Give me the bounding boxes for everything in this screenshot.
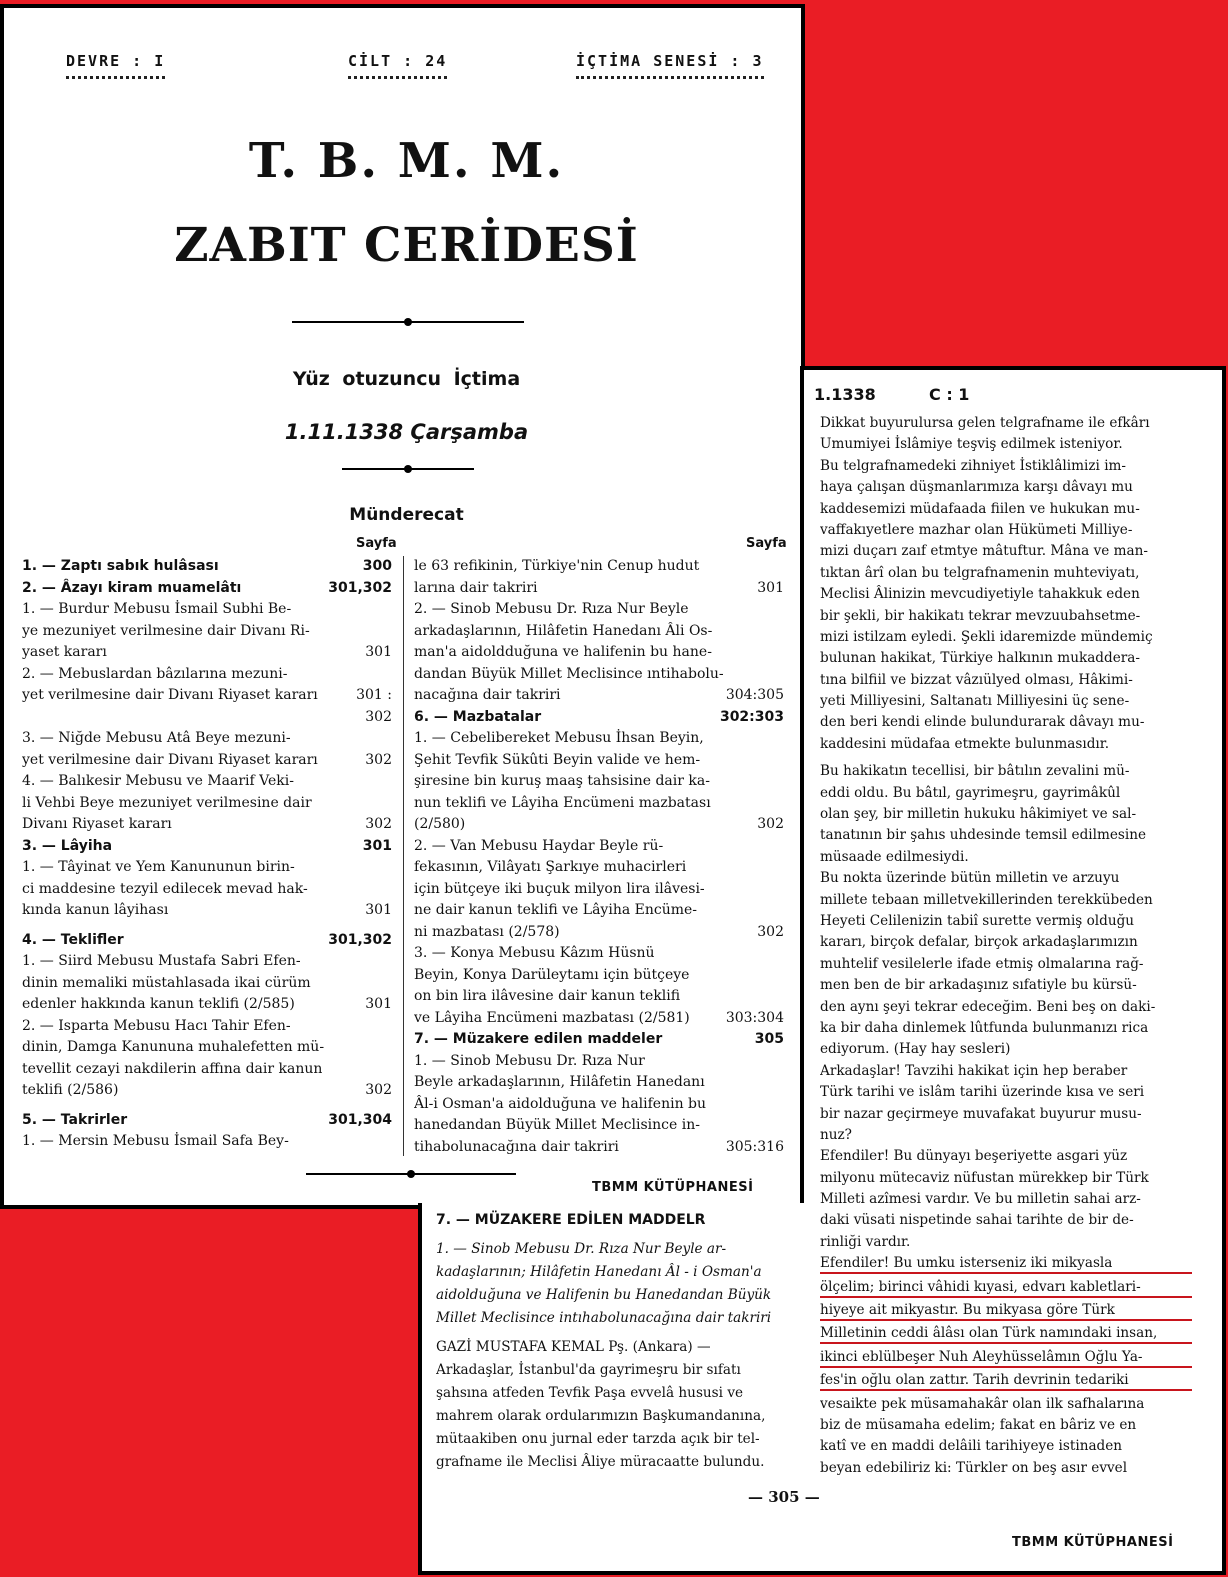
- column-separator: [403, 556, 404, 1156]
- contents-text: Beyle arkadaşlarının, Hilâfetin Hanedanı: [414, 1074, 705, 1090]
- contents-line: [22, 664, 392, 686]
- contents-text: 1. — Cebelibereket Mebusu İhsan Beyin,: [414, 730, 704, 746]
- contents-line: [22, 951, 392, 973]
- page-ref: 305: [754, 1031, 784, 1047]
- text-line: millete tebaan milletvekillerinden terekkübeden: [820, 891, 1153, 908]
- contents-line: [414, 771, 784, 793]
- ornament-divider: [292, 318, 524, 326]
- page-ref: 302: [757, 816, 784, 832]
- contents-text: ci maddesine tezyil edilecek mevad hak-: [22, 880, 308, 897]
- page-ref: 304:305: [725, 687, 784, 703]
- contents-text: ve Lâyiha Encümeni mazbatası (2/581): [414, 1009, 690, 1026]
- text-line: vaffakıyetlere mazhar olan Hükümeti Milliye-: [820, 521, 1133, 538]
- speech-text: [820, 413, 1192, 1479]
- text-line: biz de müsamaha edelim; fakat en bâriz ve en: [820, 1416, 1137, 1433]
- contents-line: [414, 1137, 784, 1159]
- contents-text: için bütçeye iki buçuk milyon lira ilâvesi-: [414, 880, 705, 897]
- text-line: Milleti azîmesi vardır. Ve bu milletin sahai arz-: [820, 1191, 1141, 1208]
- page-ref: 302: [365, 708, 392, 725]
- title-zabit-ceridesi: ZABIT CERİDESİ: [174, 218, 639, 273]
- page-ref: 305:316: [725, 1138, 784, 1155]
- contents-line: [414, 750, 784, 772]
- contents-line: [22, 900, 392, 922]
- debate-line: grafname ile Meclisi Âliye müracaatte bulundu.: [436, 1454, 765, 1470]
- underlined-line: fes'in oğlu olan zattır. Tarih devrinin tedariki: [820, 1370, 1192, 1391]
- contents-text: dandan Büyük Millet Meclisince ıntihabolu-: [414, 665, 724, 682]
- debate-line: Arkadaşlar, İstanbul'da gayrimeşru bir sıfatı: [436, 1362, 741, 1378]
- sayfa-label-left: Sayfa: [356, 536, 397, 551]
- contents-text: yet verilmesine dair Divanı Riyaset kararı: [22, 687, 318, 703]
- contents-line: [22, 1131, 392, 1153]
- text-line: tanatının bir şahıs uhdesinde temsil edilmesine: [820, 827, 1147, 844]
- contents-text: dinin memaliki müstahlasada ikai cürüm: [22, 974, 311, 991]
- contents-text: tihabolunacağına dair takriri: [414, 1138, 619, 1155]
- contents-text: 1. — Burdur Mebusu İsmail Subhi Be-: [22, 601, 292, 617]
- page-ref: 301: [365, 902, 392, 918]
- contents-line: [414, 1072, 784, 1094]
- contents-line: [414, 879, 784, 901]
- contents-text: Beyin, Konya Darüleytamı için bütçeye: [414, 966, 690, 983]
- text-line: haya çalışan düşmanlarımıza karşı dâvayı mu: [820, 479, 1133, 496]
- underlined-line: Efendiler! Bu umku isterseniz iki mikyasla: [820, 1253, 1192, 1274]
- debate-page-panel: [418, 1203, 812, 1575]
- debate-line: mütaakiben onu jurnal eder tarzda açık bir tel-: [436, 1431, 760, 1447]
- text-line: bulunan hakikat, Türkiye halkının mukaddera-: [820, 650, 1140, 667]
- text-line: ediyorum. (Hay hay sesleri): [820, 1041, 1011, 1058]
- page-ref: 301,302: [328, 579, 392, 596]
- contents-text: le 63 refikinin, Türkiye'nin Cenup hudut: [414, 558, 700, 574]
- contents-text: Âl-i Osman'a aidolduğuna ve halifenin bu: [414, 1095, 707, 1112]
- page-ref: 302: [757, 923, 784, 940]
- page-header: [814, 385, 1094, 404]
- contents-line: [22, 1080, 392, 1102]
- contents-text: dinin, Damga Kanununa muhalefetten mü-: [22, 1039, 325, 1055]
- section-heading: [22, 556, 392, 578]
- contents-line: [414, 578, 784, 600]
- sayfa-label-right: Sayfa: [746, 536, 787, 551]
- contents-text: 1. — Mersin Mebusu İsmail Safa Bey-: [22, 1133, 289, 1149]
- contents-text: yet verilmesine dair Divanı Riyaset kararı: [22, 751, 318, 768]
- contents-line: [414, 836, 784, 858]
- contents-text: arkadaşlarının, Hilâfetin Hanedanı Âli Os-: [414, 622, 713, 639]
- contents-line: [414, 986, 784, 1008]
- contents-line: [414, 599, 784, 621]
- page-ref: 301: [362, 837, 392, 854]
- motion-title-line: Millet Meclisince intıhabolunacağına dair takriri: [436, 1310, 772, 1326]
- cilt-label: CİLT : 24: [348, 52, 447, 79]
- contents-line: [414, 793, 784, 815]
- contents-text: edenler hakkında kanun teklifi (2/585): [22, 996, 295, 1012]
- contents-heading: Münderecat: [349, 505, 464, 525]
- text-line: nuz?: [820, 1126, 852, 1143]
- contents-line: [414, 664, 784, 686]
- text-line: ka bir daha dinlemek lûtfunda bulunmanızı rica: [820, 1019, 1149, 1036]
- text-line: Bu telgrafnamedeki zihniyet İstiklâlimizi im-: [820, 457, 1127, 474]
- contents-line: [414, 728, 784, 750]
- text-line: Arkadaşlar! Tavzihi hakikat için hep beraber: [820, 1062, 1128, 1079]
- contents-text: ye mezuniyet verilmesine dair Divanı Ri-: [22, 622, 310, 639]
- contents-text: tevellit cezayi nakdilerin affına dair kanun: [22, 1060, 323, 1077]
- text-line: katî ve en maddi delâili tarihiyeye istinaden: [820, 1438, 1123, 1455]
- text-line: Bu nokta üzerinde bütün milletin ve arzuyu: [820, 870, 1120, 887]
- contents-text: 2. — Mebuslardan bâzılarına mezuni-: [22, 665, 288, 682]
- contents-line: [22, 599, 392, 621]
- contents-text: 2. — Van Mebusu Haydar Beyle rü-: [414, 837, 664, 854]
- title-page-panel: [0, 4, 805, 1209]
- text-line: den aynı şeyi tekrar edeceğim. Beni beş on daki-: [820, 998, 1156, 1015]
- contents-line: [414, 814, 784, 836]
- contents-line: [414, 965, 784, 987]
- contents-line: [22, 685, 392, 707]
- page-ref: 301,304: [328, 1111, 392, 1128]
- contents-left-column: [22, 556, 392, 1153]
- underlined-line: hiyeye ait mikyastır. Bu mikyasa göre Türk: [820, 1300, 1192, 1321]
- contents-line: [22, 621, 392, 643]
- contents-text: 3. — Konya Mebusu Kâzım Hüsnü: [414, 945, 655, 961]
- text-line: muhtelif vesilelerle ifade etmiş olmalarına rağ-: [820, 955, 1144, 972]
- underlined-line: ikinci eblülbeşer Nuh Aleyhüsselâmın Oğlu Ya-: [820, 1347, 1192, 1368]
- contents-line: [22, 728, 392, 750]
- contents-text: nun teklifi ve Lâyiha Encümeni mazbatası: [414, 794, 711, 811]
- page-ref: 301 :: [356, 687, 392, 703]
- motion-title-line: kadaşlarının; Hilâfetin Hanedanı Âl - i Osman'a: [436, 1264, 762, 1280]
- contents-line: [414, 857, 784, 879]
- text-line: rinliği vardır.: [820, 1233, 911, 1250]
- contents-right-column: [414, 556, 784, 1158]
- contents-text: li Vehbi Beye mezuniyet verilmesine dair: [22, 794, 312, 811]
- contents-text: kında kanun lâyihası: [22, 902, 169, 918]
- underlined-line: ölçelim; birinci vâhidi kıyasi, edvarı kabletlari-: [820, 1277, 1192, 1298]
- page-ref: 301,302: [328, 931, 392, 948]
- section-heading: [22, 930, 392, 952]
- text-line: Meclisi Âlinizin mevcudiyetiyle tahakkuk eden: [820, 586, 1140, 603]
- debate-line: GAZİ MUSTAFA KEMAL Pş. (Ankara) —: [436, 1339, 711, 1355]
- page-ref: 302:303: [719, 708, 784, 725]
- contents-text: ne dair kanun teklifi ve Lâyiha Encüme-: [414, 902, 698, 918]
- contents-text: 1. — Tâyinat ve Yem Kanununun birin-: [22, 859, 295, 875]
- text-line: eddi oldu. Bu bâtıl, gayrimeşru, gayrimâkûl: [820, 784, 1121, 801]
- text-line: vesaikte pek müsamahakâr olan ilk safhalarına: [820, 1395, 1145, 1412]
- contents-text: 2. — Isparta Mebusu Hacı Tahir Efen-: [22, 1017, 291, 1034]
- text-line: men ben de bir arkadaşınız sıfatiyle bu kürsü-: [820, 977, 1137, 994]
- contents-text: 5. — Takrirler: [22, 1111, 128, 1128]
- library-watermark: TBMM KÜTÜPHANESİ: [592, 1180, 754, 1195]
- contents-line: [22, 1016, 392, 1038]
- devre-label: DEVRE : I: [66, 52, 165, 79]
- contents-text: 6. — Mazbatalar: [414, 708, 542, 725]
- text-line: den beri kendi elinde bulundurarak dâvayı mu-: [820, 714, 1145, 731]
- contents-line: [22, 1037, 392, 1059]
- text-line: beyan edebiliriz ki: Türkler on beş asır evvel: [820, 1459, 1128, 1476]
- page-ref: 301: [365, 996, 392, 1012]
- contents-line: [22, 793, 392, 815]
- text-line: bir şekli, bir hakikatı tekrar mevzuubahsetme-: [820, 607, 1141, 624]
- contents-text: 7. — Müzakere edilen maddeler: [414, 1031, 663, 1047]
- debate-text: [436, 1209, 796, 1474]
- contents-text: teklifi (2/586): [22, 1082, 119, 1098]
- session-name: Yüz otuzuncu İçtima: [292, 368, 521, 390]
- contents-text: fekasının, Vilâyatı Şarkıye muhacirleri: [414, 859, 687, 875]
- page-ref: 300: [362, 558, 392, 574]
- contents-line: [22, 642, 392, 664]
- contents-text: yaset kararı: [22, 644, 107, 660]
- title-tbmm: T. B. M. M.: [248, 133, 565, 189]
- contents-line: [414, 1115, 784, 1137]
- contents-line: [414, 621, 784, 643]
- contents-text: 1. — Sinob Mebusu Dr. Rıza Nur: [414, 1052, 645, 1069]
- text-line: mizi istilzam eyledi. Şekli idaremizde mündemiç: [820, 628, 1153, 645]
- contents-text: 1. — Siird Mebusu Mustafa Sabri Efen-: [22, 953, 301, 969]
- ictima-senesi-label: İÇTİMA SENESİ : 3: [576, 52, 764, 79]
- text-line: Efendiler! Bu dünyayı beşeriyette asgari yüz: [820, 1148, 1128, 1165]
- section-heading: [414, 707, 784, 729]
- motion-title-line: aidolduğuna ve Halifenin bu Hanedandan Büyük: [436, 1287, 772, 1303]
- debate-heading: 7. — MÜZAKERE EDİLEN MADDELR: [436, 1212, 706, 1228]
- contents-text: Divanı Riyaset kararı: [22, 816, 172, 832]
- contents-text: 1. — Zaptı sabık hulâsası: [22, 558, 219, 574]
- page-ref: 302: [365, 1082, 392, 1098]
- page-ref: 302: [365, 816, 392, 832]
- contents-line: [414, 1008, 784, 1030]
- contents-text: ni mazbatası (2/578): [414, 923, 560, 940]
- page-date: 1.1338: [814, 385, 876, 404]
- page-column: C : 1: [929, 385, 970, 404]
- text-line: Dikkat buyurulursa gelen telgrafname ile efkârı: [820, 415, 1150, 431]
- contents-line: [22, 1059, 392, 1081]
- section-heading: [22, 836, 392, 858]
- library-watermark-2: TBMM KÜTÜPHANESİ: [1012, 1535, 1174, 1550]
- text-line: tına bilfiil ve bizzat vâzıülyed olması, Hâkimi-: [820, 671, 1133, 688]
- contents-text: man'a aidoldduğuna ve halifenin bu hane-: [414, 644, 712, 660]
- text-line: Heyeti Celilenizin tabiî surette vermiş olduğu: [820, 912, 1135, 929]
- text-line: müsaade edilmesiydi.: [820, 848, 969, 865]
- text-line: Bu hakikatın tecellisi, bir bâtılın zevalini mü-: [820, 763, 1130, 780]
- contents-line: [414, 922, 784, 944]
- page-ref: 301: [757, 579, 784, 596]
- text-line: kaddesini müdafaa etmekte bulunmasıdır.: [820, 735, 1110, 752]
- contents-text: larına dair takriri: [414, 579, 538, 596]
- text-line: Umumiyei İslâmiye teşviş edilmek isteniyor.: [820, 436, 1123, 453]
- contents-line: [414, 1051, 784, 1073]
- contents-line: [22, 994, 392, 1016]
- page-ref: 303:304: [725, 1009, 784, 1026]
- text-page-panel: [800, 366, 1226, 1575]
- contents-text: nacağına dair takriri: [414, 687, 561, 703]
- contents-text: şiresine bin kuruş maaş tahsisine dair ka-: [414, 773, 710, 789]
- contents-line: [414, 642, 784, 664]
- page-number: — 305 —: [748, 1488, 820, 1506]
- page-ref: 302: [365, 751, 392, 768]
- text-line: daki vüsati nispetinde sahai tarihte de bir de-: [820, 1212, 1134, 1229]
- text-line: bir nazar geçirmeye muvafakat buyurur musu-: [820, 1105, 1142, 1122]
- contents-line: [414, 685, 784, 707]
- debate-line: mahrem olarak ordularımızın Başkumandanına,: [436, 1408, 766, 1424]
- contents-text: 2. — Âzayı kiram muamelâtı: [22, 579, 242, 596]
- ornament-divider-bottom: [306, 1170, 516, 1178]
- text-line: kararı, birçok defalar, birçok arkadaşlarımızın: [820, 934, 1138, 951]
- section-heading: [22, 1110, 392, 1132]
- text-line: milyonu mütecaviz nüfustan mürekkep bir Türk: [820, 1169, 1149, 1186]
- contents-line: [414, 556, 784, 578]
- section-heading: [414, 1029, 784, 1051]
- text-line: Türk tarihi ve islâm tarihi üzerinde kısa ve seri: [820, 1084, 1145, 1101]
- contents-line: [414, 900, 784, 922]
- session-date: 1.11.1338 Çarşamba: [284, 420, 529, 444]
- contents-line: [22, 750, 392, 772]
- underlined-line: Milletinin ceddi âlâsı olan Türk namındaki insan,: [820, 1323, 1192, 1344]
- contents-text: 4. — Teklifler: [22, 931, 124, 948]
- contents-line: [22, 771, 392, 793]
- debate-line: şahsına atfeden Tevfik Paşa evvelâ hususi ve: [436, 1385, 744, 1401]
- contents-line: [22, 879, 392, 901]
- section-heading: [22, 578, 392, 600]
- motion-title-line: 1. — Sinob Mebusu Dr. Rıza Nur Beyle ar-: [436, 1241, 727, 1257]
- text-line: kaddesemizi müdafaada fiilen ve hukukan mu-: [820, 500, 1140, 517]
- contents-line: [414, 1094, 784, 1116]
- contents-line: [22, 814, 392, 836]
- contents-text: on bin lira ilâvesine dair kanun teklifi: [414, 988, 681, 1004]
- contents-line: [22, 857, 392, 879]
- ornament-divider-small: [342, 465, 474, 473]
- contents-text: 3. — Lâyiha: [22, 837, 113, 854]
- text-line: olan şey, bir milletin hukuku hâkimiyet ve sal-: [820, 806, 1137, 823]
- contents-text: 2. — Sinob Mebusu Dr. Rıza Nur Beyle: [414, 601, 689, 617]
- contents-text: 3. — Niğde Mebusu Atâ Beye mezuni-: [22, 730, 291, 746]
- contents-line: [22, 973, 392, 995]
- text-line: mizi duçarı zaıf etmtye mâtuftur. Mâna ve man-: [820, 543, 1148, 560]
- contents-text: Şehit Tevfik Sükûti Beyin valide ve hem-: [414, 751, 701, 768]
- contents-line: [414, 943, 784, 965]
- contents-text: 4. — Balıkesir Mebusu ve Maarif Veki-: [22, 773, 294, 789]
- contents-line: [22, 707, 392, 729]
- contents-text: hanedandan Büyük Millet Meclisince in-: [414, 1117, 700, 1133]
- text-line: yeti Milliyesini, Saltanatı Milliyesini üç sene-: [820, 693, 1130, 710]
- contents-text: (2/580): [414, 816, 466, 832]
- page-ref: 301: [365, 644, 392, 660]
- text-line: tıktan ârî olan bu telgrafnamenin muhteviyatı,: [820, 564, 1140, 581]
